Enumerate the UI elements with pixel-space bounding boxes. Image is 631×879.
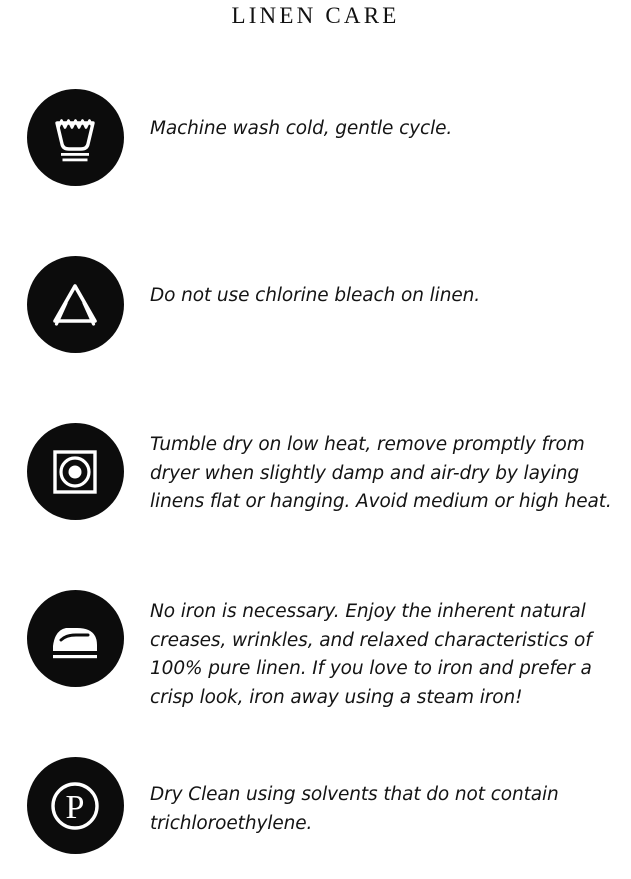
care-item-text-cell xyxy=(150,82,631,144)
care-item xyxy=(0,82,631,249)
iron-icon xyxy=(27,590,124,687)
care-item xyxy=(0,583,631,750)
care-item-icon-cell xyxy=(0,249,150,353)
care-item-label: Tumble dry on low heat, remove promptly from dryer when slightly damp and air-dry by laying linens flat or hanging. Avoid medium or high heat. xyxy=(150,434,612,512)
care-item-text-cell xyxy=(150,750,631,838)
care-item-icon-cell xyxy=(0,416,150,520)
care-item xyxy=(0,249,631,416)
dry-clean-p-icon xyxy=(27,757,124,854)
care-item-icon-cell xyxy=(0,750,150,854)
tumble-dry-low-icon xyxy=(27,423,124,520)
care-item-text-cell xyxy=(150,416,631,517)
wash-tub-icon xyxy=(27,89,124,186)
care-item-label: Dry Clean using solvents that do not contain trichloroethylene. xyxy=(150,784,559,834)
care-item-text-cell xyxy=(150,249,631,311)
care-item-icon-cell xyxy=(0,583,150,687)
care-item xyxy=(0,416,631,583)
care-instructions-list xyxy=(0,82,631,870)
care-item xyxy=(0,750,631,870)
care-item-label: No iron is necessary. Enjoy the inherent natural creases, wrinkles, and relaxed characteristics of 100% pure linen. If you love to iron and prefer a crisp look, iron away using a steam iron! xyxy=(150,601,592,708)
care-item-text-cell xyxy=(150,583,631,712)
care-item-icon-cell xyxy=(0,82,150,186)
care-item-label: Do not use chlorine bleach on linen. xyxy=(150,285,481,306)
care-item-label: Machine wash cold, gentle cycle. xyxy=(150,118,453,139)
svg-text:P: P xyxy=(65,788,85,826)
page-title: LINEN CARE xyxy=(231,3,400,28)
no-bleach-triangle-icon xyxy=(27,256,124,353)
